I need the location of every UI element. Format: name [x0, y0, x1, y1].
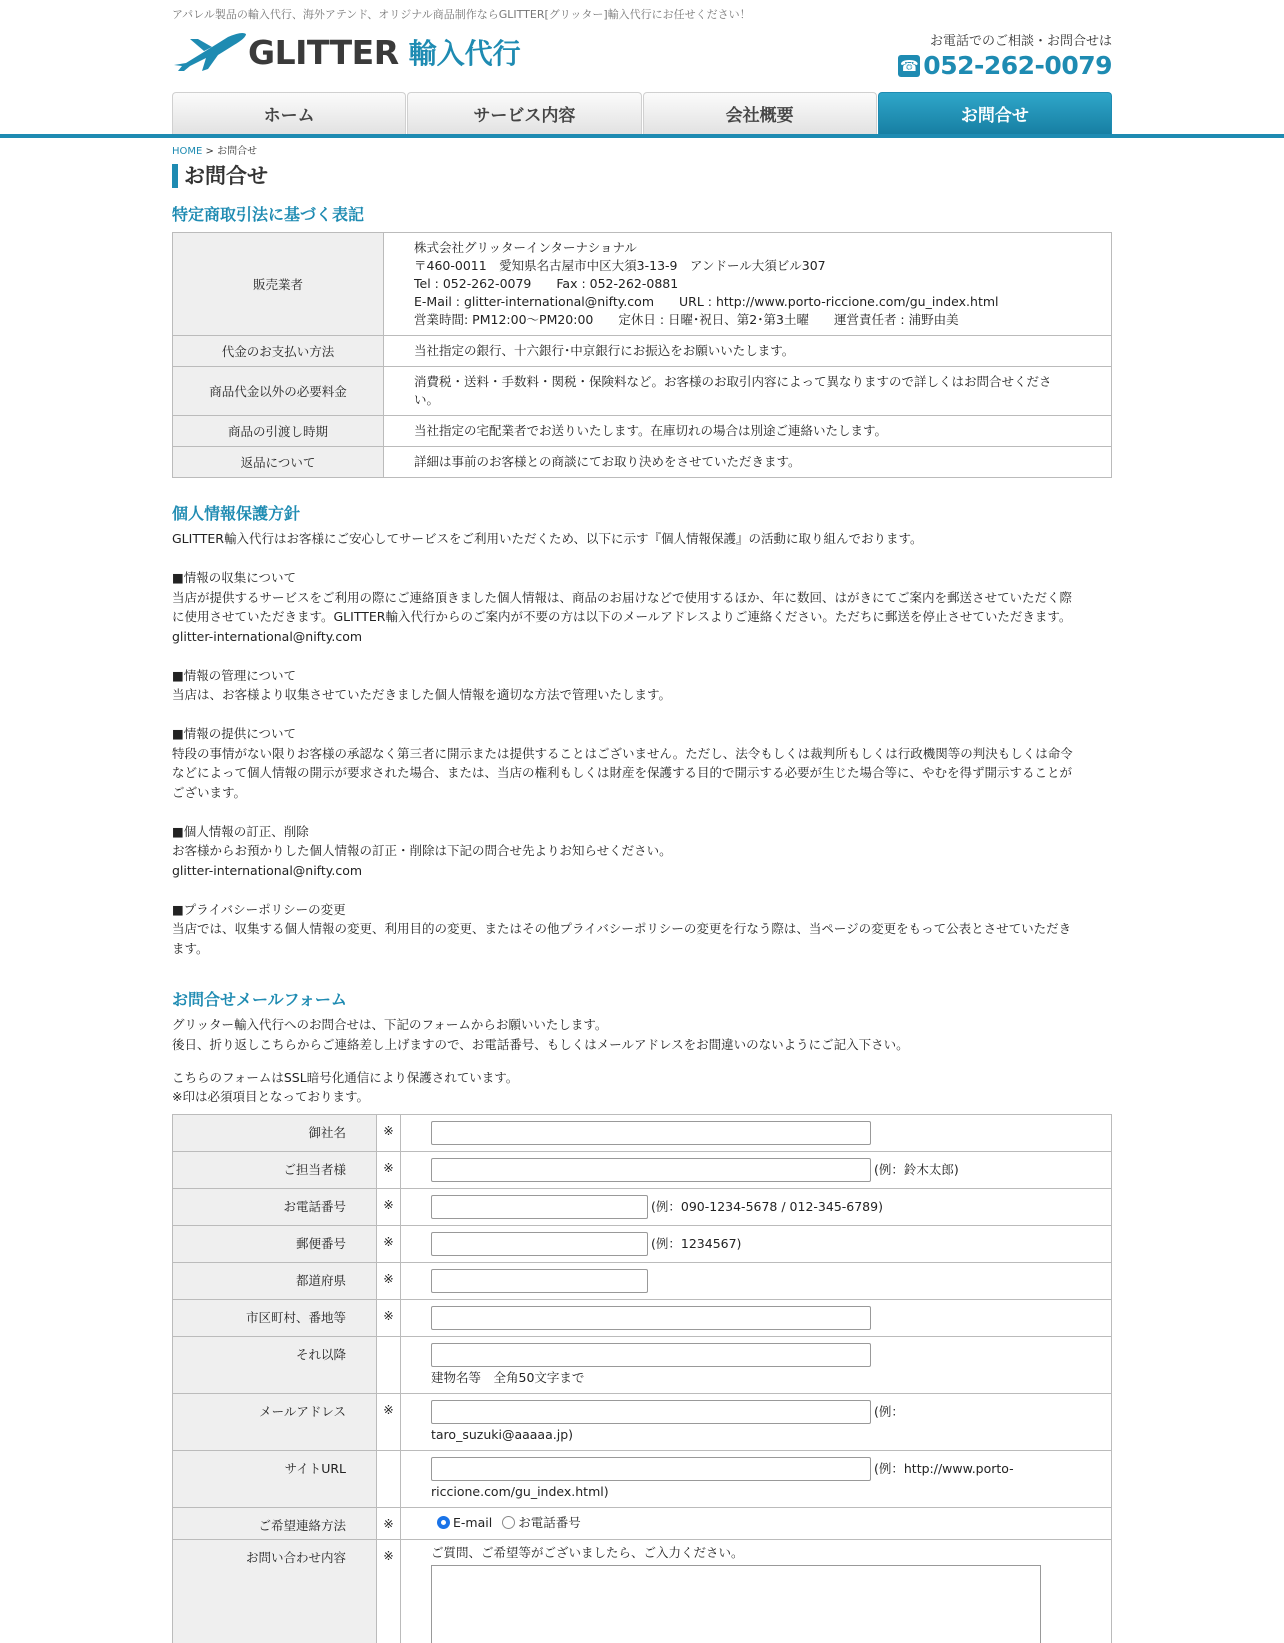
company-input[interactable] [431, 1121, 871, 1145]
mailform-intro-line: 後日、折り返しこちらからご連絡差し上げますので、お電話番号、もしくはメールアドレスをお間違いのないようにご記入下さい。 [172, 1036, 909, 1052]
law-key: 返品について [173, 447, 384, 478]
law-line: 営業時間: PM12:00〜PM20:00 定休日 : 日曜･祝日、第2･第3土曜 運営責任者 : 浦野由美 [414, 312, 959, 327]
table-row [173, 416, 1112, 447]
law-line: 当社指定の宅配業者でお送りいたします。在庫切れの場合は別途ご連絡いたします。 [414, 423, 888, 438]
field-hint: ご質問、ご希望等がございましたら、ご入力ください。 [431, 1545, 744, 1560]
other-address-input[interactable] [431, 1343, 871, 1367]
privacy-body [172, 529, 1112, 958]
law-key: 代金のお支払い方法 [173, 336, 384, 367]
tel-input[interactable] [431, 1195, 648, 1219]
mailform-intro-line: グリッター輸入代行へのお問合せは、下記のフォームからお願いいたします。 [172, 1017, 608, 1032]
required-mark: ※ [377, 1152, 401, 1189]
breadcrumb-separator: > [202, 146, 218, 157]
required-mark: ※ [377, 1226, 401, 1263]
privacy-intro: GLITTER輸入代行はお客様にご安心してサービスをご利用いただくため、以下に示す『個人情報保護』の活動に取り組んでおります。 [172, 531, 923, 546]
privacy-email-link[interactable]: glitter-international@nifty.com [172, 628, 363, 644]
city-input[interactable] [431, 1306, 871, 1330]
radio-phone[interactable] [502, 1516, 515, 1529]
person-input[interactable] [431, 1158, 871, 1182]
mailform-section-title: お問合せメールフォーム [172, 990, 347, 1009]
law-line: 当社指定の銀行、十六銀行･中京銀行にお振込をお願いいたします。 [414, 343, 795, 358]
message-textarea[interactable] [431, 1565, 1041, 1643]
contact-caption: お電話でのご相談・お問合せは [929, 34, 1112, 49]
field-label: ご担当者様 [173, 1152, 377, 1189]
law-line: い。 [414, 392, 440, 407]
field-example: (例：鈴木太郎) [874, 1162, 959, 1177]
email-input[interactable] [431, 1400, 871, 1424]
form-row-company [173, 1115, 1112, 1152]
law-value [384, 367, 1112, 416]
form-row-tel [173, 1189, 1112, 1226]
field-example: (例：090-1234-5678 / 012-345-6789) [651, 1199, 883, 1214]
law-line: Tel : 052-262-0079 Fax : 052-262-0881 [414, 276, 679, 291]
form-row-email [173, 1394, 1112, 1451]
table-row [173, 447, 1112, 478]
mailform-intro [172, 1015, 1112, 1106]
breadcrumb-current: お問合せ [217, 146, 258, 157]
nav-services[interactable]: サービス内容 [407, 92, 641, 134]
law-key: 商品の引渡し時期 [173, 416, 384, 447]
law-line: 〒460-0011 愛知県名古屋市中区大須3-13-9 アンドール大須ビル307 [414, 258, 826, 273]
mailform-note: ※印は必須項目となっております。 [172, 1089, 369, 1104]
field-note: 建物名等 全角50文字まで [431, 1370, 585, 1385]
form-row-url [173, 1451, 1112, 1508]
field-label: メールアドレス [173, 1394, 377, 1451]
required-mark: ※ [377, 1189, 401, 1226]
field-label: サイトURL [173, 1451, 377, 1508]
law-value [384, 336, 1112, 367]
privacy-heading: ■プライバシーポリシーの変更 [172, 901, 346, 917]
field-label: ご希望連絡方法 [173, 1508, 377, 1540]
form-row-message [173, 1540, 1112, 1643]
nav-contact[interactable]: お問合せ [878, 92, 1112, 134]
privacy-section-title: 個人情報保護方針 [172, 504, 301, 523]
header-contact [898, 30, 1112, 80]
law-table [172, 232, 1112, 478]
law-value [384, 233, 1112, 336]
form-row-pref [173, 1263, 1112, 1300]
mailform-note: こちらのフォームはSSL暗号化通信により保護されています。 [172, 1070, 519, 1085]
law-value [384, 416, 1112, 447]
table-row [173, 367, 1112, 416]
law-line: 株式会社グリッターインターナショナル [414, 240, 637, 255]
global-nav-bar [0, 92, 1284, 138]
law-key: 商品代金以外の必要料金 [173, 367, 384, 416]
field-label: 市区町村、番地等 [173, 1300, 377, 1337]
radio-email[interactable] [437, 1516, 450, 1529]
field-label: 都道府県 [173, 1263, 377, 1300]
privacy-heading: ■情報の収集について [172, 570, 297, 585]
breadcrumb [172, 142, 257, 157]
phone-number[interactable]: 052-262-0079 [923, 51, 1112, 80]
privacy-line: ございます。 [172, 784, 247, 800]
global-nav [172, 92, 1112, 134]
law-key: 販売業者 [173, 233, 384, 336]
field-label: お電話番号 [173, 1189, 377, 1226]
form-row-zip [173, 1226, 1112, 1263]
contact-form [172, 1114, 1112, 1643]
required-mark: ※ [377, 1394, 401, 1451]
site-logo[interactable] [172, 28, 521, 76]
privacy-heading: ■個人情報の訂正、削除 [172, 823, 309, 839]
nav-home[interactable]: ホーム [172, 92, 406, 134]
privacy-line: 当店が提供するサービスをご利用の際にご連絡頂きました個人情報は、商品のお届けなどで使用するほか、年に数回、はがきにてご案内を郵送させていただく際 [172, 589, 1073, 605]
contact-phone[interactable] [898, 51, 1112, 80]
required-mark: ※ [377, 1540, 401, 1643]
pref-input[interactable] [431, 1269, 648, 1293]
privacy-line: 当店は、お客様より収集させていただきました個人情報を適切な方法で管理いたします。 [172, 687, 672, 702]
law-line: 消費税・送料・手数料・関税・保険料など。お客様のお取引内容によって異なりますので詳しくはお問合せくださ [414, 374, 1052, 389]
radio-label-phone[interactable]: お電話番号 [518, 1515, 581, 1530]
form-row-method [173, 1508, 1112, 1540]
phone-icon: ☎ [899, 56, 919, 75]
url-input[interactable] [431, 1457, 871, 1481]
form-row-other [173, 1337, 1112, 1394]
privacy-line: などによって個人情報の開示が要求された場合、または、当店の権利もしくは財産を保護する目的で開示する必要が生じた場合等に、やむを得ず開示することが [172, 765, 1073, 780]
field-example: (例：http://www.porto- [874, 1461, 1014, 1476]
privacy-heading: ■情報の管理について [172, 667, 297, 683]
required-mark: ※ [377, 1263, 401, 1300]
radio-label-email[interactable]: E-mail [453, 1515, 493, 1530]
privacy-heading: ■情報の提供について [172, 726, 297, 741]
privacy-line: 特段の事情がない限りお客様の承認なく第三者に開示または提供することはございません。ただし、法令もしくは裁判所もしくは行政機関等の判決もしくは命令 [172, 745, 1073, 761]
privacy-line: 当店では、収集する個人情報の変更、利用目的の変更、またはその他プライバシーポリシーの変更を行なう際は、当ページの変更をもって公表とさせていただき [172, 921, 1072, 936]
law-line: 詳細は事前のお客様との商談にてお取り決めをさせていただきます。 [414, 454, 801, 469]
zip-input[interactable] [431, 1232, 648, 1256]
nav-underline [0, 134, 1284, 138]
field-label: 郵便番号 [173, 1226, 377, 1263]
form-row-city [173, 1300, 1112, 1337]
required-mark: ※ [377, 1115, 401, 1152]
required-mark: ※ [377, 1508, 401, 1540]
logo-main-text: GLITTER [248, 32, 399, 72]
field-label: それ以降 [173, 1337, 377, 1394]
field-example: taro_suzuki@aaaaa.jp) [431, 1427, 574, 1442]
law-line: E-Mail : glitter-international@nifty.com URL : http://www.porto-riccione.com/gu_index.html [414, 294, 999, 309]
airplane-icon [172, 31, 248, 73]
table-row [173, 233, 1112, 336]
table-row [173, 336, 1112, 367]
page-title: お問合せ [172, 164, 268, 188]
field-example: (例：1234567) [651, 1236, 742, 1251]
privacy-line: お客様からお預かりした個人情報の訂正・削除は下記の問合せ先よりお知らせください。 [172, 843, 672, 858]
form-row-person [173, 1152, 1112, 1189]
privacy-email-link[interactable]: glitter-international@nifty.com [172, 862, 363, 878]
site-tagline: アパレル製品の輸入代行、海外アテンド、オリジナル商品制作ならGLITTER[グリッター]輸入代行にお任せください！ [172, 8, 751, 21]
law-value [384, 447, 1112, 478]
breadcrumb-home-link[interactable]: HOME [172, 146, 203, 157]
privacy-line: に使用させていただきます。GLITTER輸入代行からのご案内が不要の方は以下のメールアドレスよりご連絡ください。ただちに郵送を停止させていただきます。 [172, 609, 1072, 624]
required-mark: ※ [377, 1300, 401, 1337]
field-example: riccione.com/gu_index.html) [431, 1484, 609, 1499]
nav-company[interactable]: 会社概要 [643, 92, 877, 134]
privacy-line: ます。 [172, 940, 209, 956]
field-label: 御社名 [173, 1115, 377, 1152]
law-section-title: 特定商取引法に基づく表記 [172, 205, 365, 224]
field-label: お問い合わせ内容 [173, 1540, 377, 1643]
logo-sub-text: 輸入代行 [408, 37, 521, 70]
field-example: (例： [874, 1404, 904, 1419]
